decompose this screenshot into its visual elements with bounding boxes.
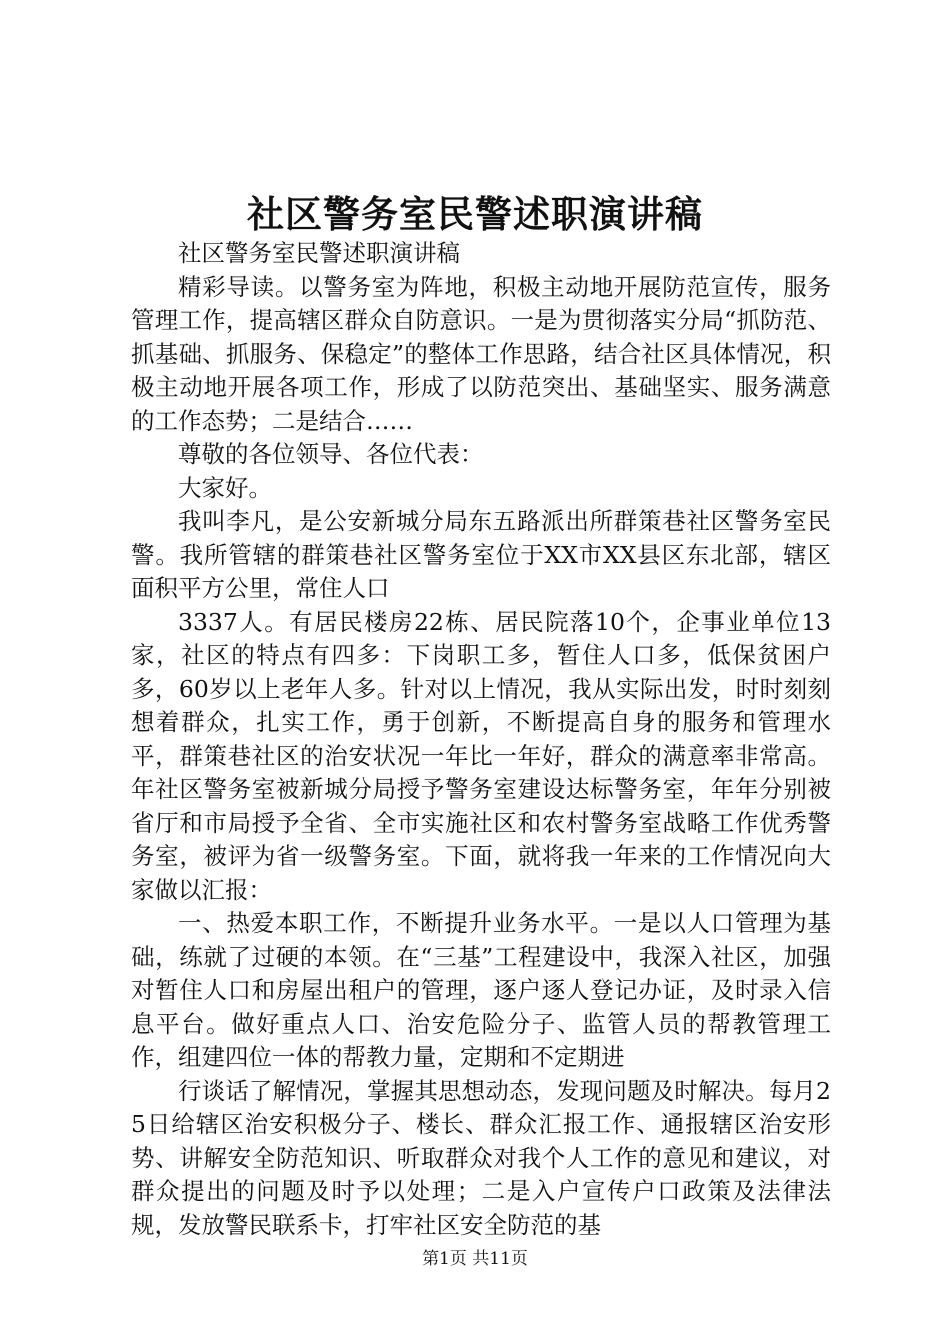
paragraph-salutation: 尊敬的各位领导、各位代表： bbox=[178, 440, 484, 468]
paragraph-community-overview: 3337人。有居民楼房22栋、居民院落10个，企事业单位13家，社区的特点有四多：下岗职工多，暂住人口多，低保贫困户多，60岁以上老年人多。针对以上情况，我从实际出发，时时刻刻想着群众，扎实工作，勇于创新，不断提高自身的服务和管理水平，群策巷社区的治安状况一年比一年好，群众的满意率非常高。年社区警务室被新城分局授予警务室建设达标警务室，年年分别被省厅和市局授予全省、全市实施社区和农村警务室战略工作优秀警务室，被评为省一级警务室。下面，就将我一年来的工作情况向大家做以汇报： bbox=[131, 607, 831, 904]
document-title: 社区警务室民警述职演讲稿 bbox=[247, 192, 703, 236]
paragraph-section-one-continued: 行谈话了解情况，掌握其思想动态，发现问题及时解决。每月25日给辖区治安积极分子、楼长、群众汇报工作、通报辖区治安形势、讲解安全防范知识、听取群众对我个人工作的意见和建议，对群众提出的问题及时予以处理；二是入户宣传户口政策及法律法规，发放警民联系卡，打牢社区安全防范的基 bbox=[131, 1076, 831, 1239]
paragraph-subtitle: 社区警务室民警述职演讲稿 bbox=[178, 239, 460, 267]
paragraph-intro: 精彩导读。以警务室为阵地，积极主动地开展防范宣传，服务管理工作，提高辖区群众自防意识。一是为贯彻落实分局“抓防范、抓基础、抓服务、保稳定”的整体工作思路，结合社区具体情况，积极主动地开展各项工作，形成了以防范突出、基础坚实、服务满意的工作态势；二是结合…… bbox=[131, 272, 831, 435]
paragraph-section-one: 一、热爱本职工作，不断提升业务水平。一是以人口管理为基础，练就了过硬的本领。在“三基”工程建设中，我深入社区，加强对暂住人口和房屋出租户的管理，逐户逐人登记办证，及时录入信息平台。做好重点人口、治安危险分子、监管人员的帮教管理工作，组建四位一体的帮教力量，定期和不定期进 bbox=[131, 909, 831, 1071]
paragraph-greeting: 大家好。 bbox=[178, 473, 272, 502]
page-number-footer: 第1页 共11页 bbox=[422, 1249, 528, 1269]
document-body bbox=[131, 237, 831, 1242]
paragraph-self-intro: 我叫李凡，是公安新城分局东五路派出所群策巷社区警务室民警。我所管辖的群策巷社区警务室位于XX市XX县区东北部，辖区面积平方公里，常住人口 bbox=[131, 507, 831, 602]
